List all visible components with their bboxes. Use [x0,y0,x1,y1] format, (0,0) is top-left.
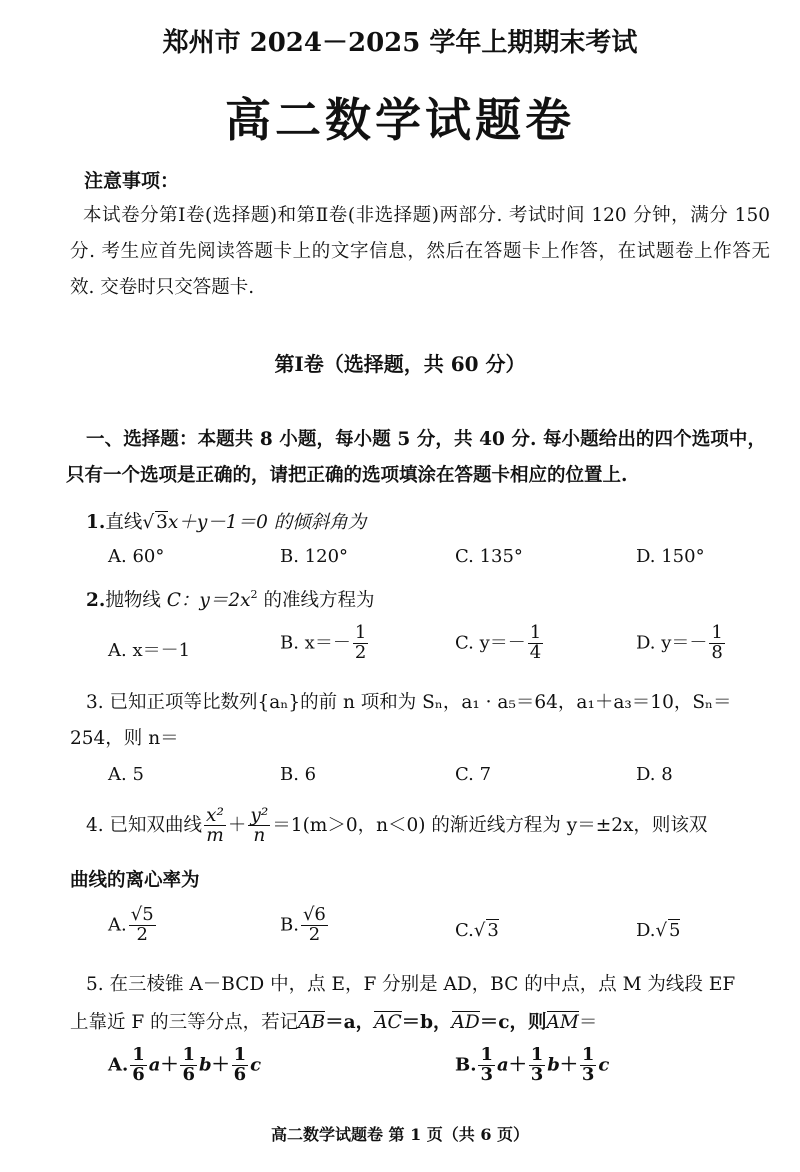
section-instructions: 一、选择题：本题共 8 小题，每小题 5 分，共 40 分. 每小题给出的四个选项中，只有一个选项是正确的，请把正确的选项填涂在答题卡相应的位置上. [66,429,766,486]
question-5-line-2: 上靠近 F 的三等分点，若记AB＝a，AC＝b，AD＝c，则AM＝ [70,1012,598,1033]
q5-option-a: A. $\frac{1}{6}$ a＋ $\frac{1}{6}$ b＋ $\frac{1}{6}$ c [108,1044,262,1085]
notice-heading: 注意事项： [84,170,180,192]
vector-ab: AB [298,1012,326,1033]
q2-option-c: C. y＝－ $\frac{1}{4}$ [455,622,542,663]
vector-ad: AD [451,1012,480,1033]
q4-option-d: D.√ 5 [636,920,681,941]
q1-option-a: A. 60° [108,546,165,567]
q2-option-a: A. x＝－1 [108,640,191,661]
q1-text-1: 直线 [105,512,143,533]
q5-option-b: B. $\frac{1}{3}$ a＋ $\frac{1}{3}$ b＋ $\frac{1}{3}$ c [455,1044,610,1085]
question-3-line-2: 254，则 n＝ [70,728,179,749]
section-title: 第Ⅰ卷（选择题，共 60 分） [274,352,526,376]
q1-option-d: D. 150° [636,546,705,567]
question-1: 1.直线√ 3x＋y－1＝0 的倾斜角为 [86,512,367,533]
q1-number: 1. [86,512,106,533]
question-5-line-1: 5. 在三棱锥 A－BCD 中，点 E，F 分别是 AD，BC 的中点，点 M 为线段 EF [86,974,736,995]
paper-title: 高二数学试题卷 [225,93,575,147]
exam-title: 郑州市 2024－2025 学年上期期末考试 [162,28,638,58]
q3-option-d: D. 8 [636,764,673,785]
q4-option-c: C.√ 3 [455,920,499,941]
q2-option-d: D. y＝－ $\frac{1}{8}$ [636,622,723,663]
q2-text-3: 的准线方程为 [257,590,375,611]
q2-option-b: B. x＝－ $\frac{1}{2}$ [280,622,367,663]
q4-option-a: A. $\frac{√5}{2}$ [108,904,154,945]
question-3-line-1: 3. 已知正项等比数列{aₙ}的前 n 项和为 Sₙ，a₁ · a₅＝64，a₁＋a₃＝10，Sₙ＝ [86,692,732,713]
question-4-line-1: 4. 已知双曲线 $\frac{\text{x²}}{m}$ ＋ $\frac{\text{y²}}{n}$ ＝1(m＞0，n＜0) 的渐近线方程为 y＝±2x，则该双 [86,805,708,847]
q2-text-1: 抛物线 [105,590,167,611]
q1-option-b: B. 120° [280,546,349,567]
q2-text-2: C：y＝2x [166,590,251,611]
q1-sqrt: 3 [156,512,168,533]
question-4-line-2: 曲线的离心率为 [70,870,200,891]
vector-am: AM [546,1012,579,1033]
page-footer: 高二数学试题卷 第 1 页（共 6 页） [270,1125,530,1144]
q1-option-c: C. 135° [455,546,523,567]
q1-text-2: x＋y－1＝0 的倾斜角为 [167,512,367,533]
vector-ac: AC [374,1012,402,1033]
q2-number: 2. [86,590,106,611]
question-2 [86,586,374,612]
q3-option-b: B. 6 [280,764,317,785]
q3-option-a: A. 5 [108,764,144,785]
q3-option-c: C. 7 [455,764,492,785]
q2-exponent: 2 [250,588,258,602]
notice-body: 本试卷分第Ⅰ卷(选择题)和第Ⅱ卷(非选择题)两部分. 考试时间 120 分钟，满分 150 分. 考生应首先阅读答题卡上的文字信息，然后在答题卡上作答，在试题卷上作答无效. 交卷时只交答题卡. [70,205,770,298]
q4-option-b: B. $\frac{√6}{2}$ [280,904,326,945]
